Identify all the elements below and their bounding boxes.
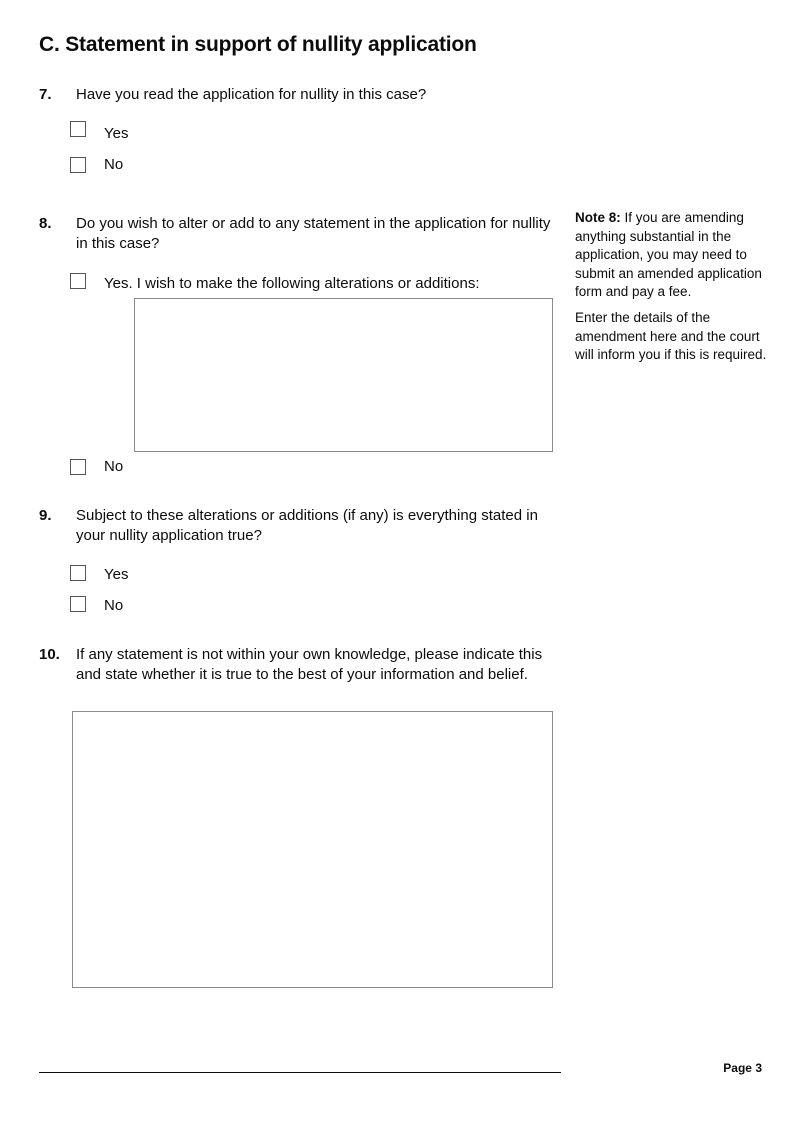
knowledge-statement-textarea[interactable] [72,711,553,988]
alterations-textarea[interactable] [134,298,553,452]
question-10-number: 10. [39,646,60,663]
question-7-number: 7. [39,86,52,103]
question-7-yes-checkbox[interactable] [70,121,86,137]
question-8-no-label: No [104,458,124,475]
question-9-yes-label: Yes [104,566,129,583]
question-10-text: If any statement is not within your own knowledge, please indicate this and state whether it is true to the best of your information and belief. [76,646,543,683]
note-8 [575,209,770,365]
note-8-text-2: Enter the details of the amendment here and the court will inform you if this is required. [575,309,767,363]
question-7-yes-label: Yes [104,125,129,142]
note-8-text-1: If you are amending anything substantial in the application, you may need to submit an amended application form and pay a fee. [575,210,762,300]
footer-divider [39,1072,561,1073]
page-number: Page 3 [723,1061,762,1075]
question-9-number: 9. [39,507,52,524]
question-8-yes-checkbox[interactable] [70,273,86,289]
question-7-no-label: No [104,156,124,173]
note-8-heading: Note 8: [575,210,621,225]
note-8-first-paragraph [575,209,770,302]
question-9-text: Subject to these alterations or additions (if any) is everything stated in your nullity application true? [76,507,538,544]
question-8-yes-label: Yes. I wish to make the following alterations or additions: [104,275,480,292]
section-title: C. Statement in support of nullity application [39,33,477,56]
question-7-no-checkbox[interactable] [70,157,86,173]
question-9-no-checkbox[interactable] [70,596,86,612]
question-7-text: Have you read the application for nullity in this case? [76,86,427,103]
question-8-text: Do you wish to alter or add to any statement in the application for nullity in this case? [76,215,551,252]
question-8-no-checkbox[interactable] [70,459,86,475]
question-9-no-label: No [104,597,124,614]
question-8-number: 8. [39,215,52,232]
question-9-yes-checkbox[interactable] [70,565,86,581]
